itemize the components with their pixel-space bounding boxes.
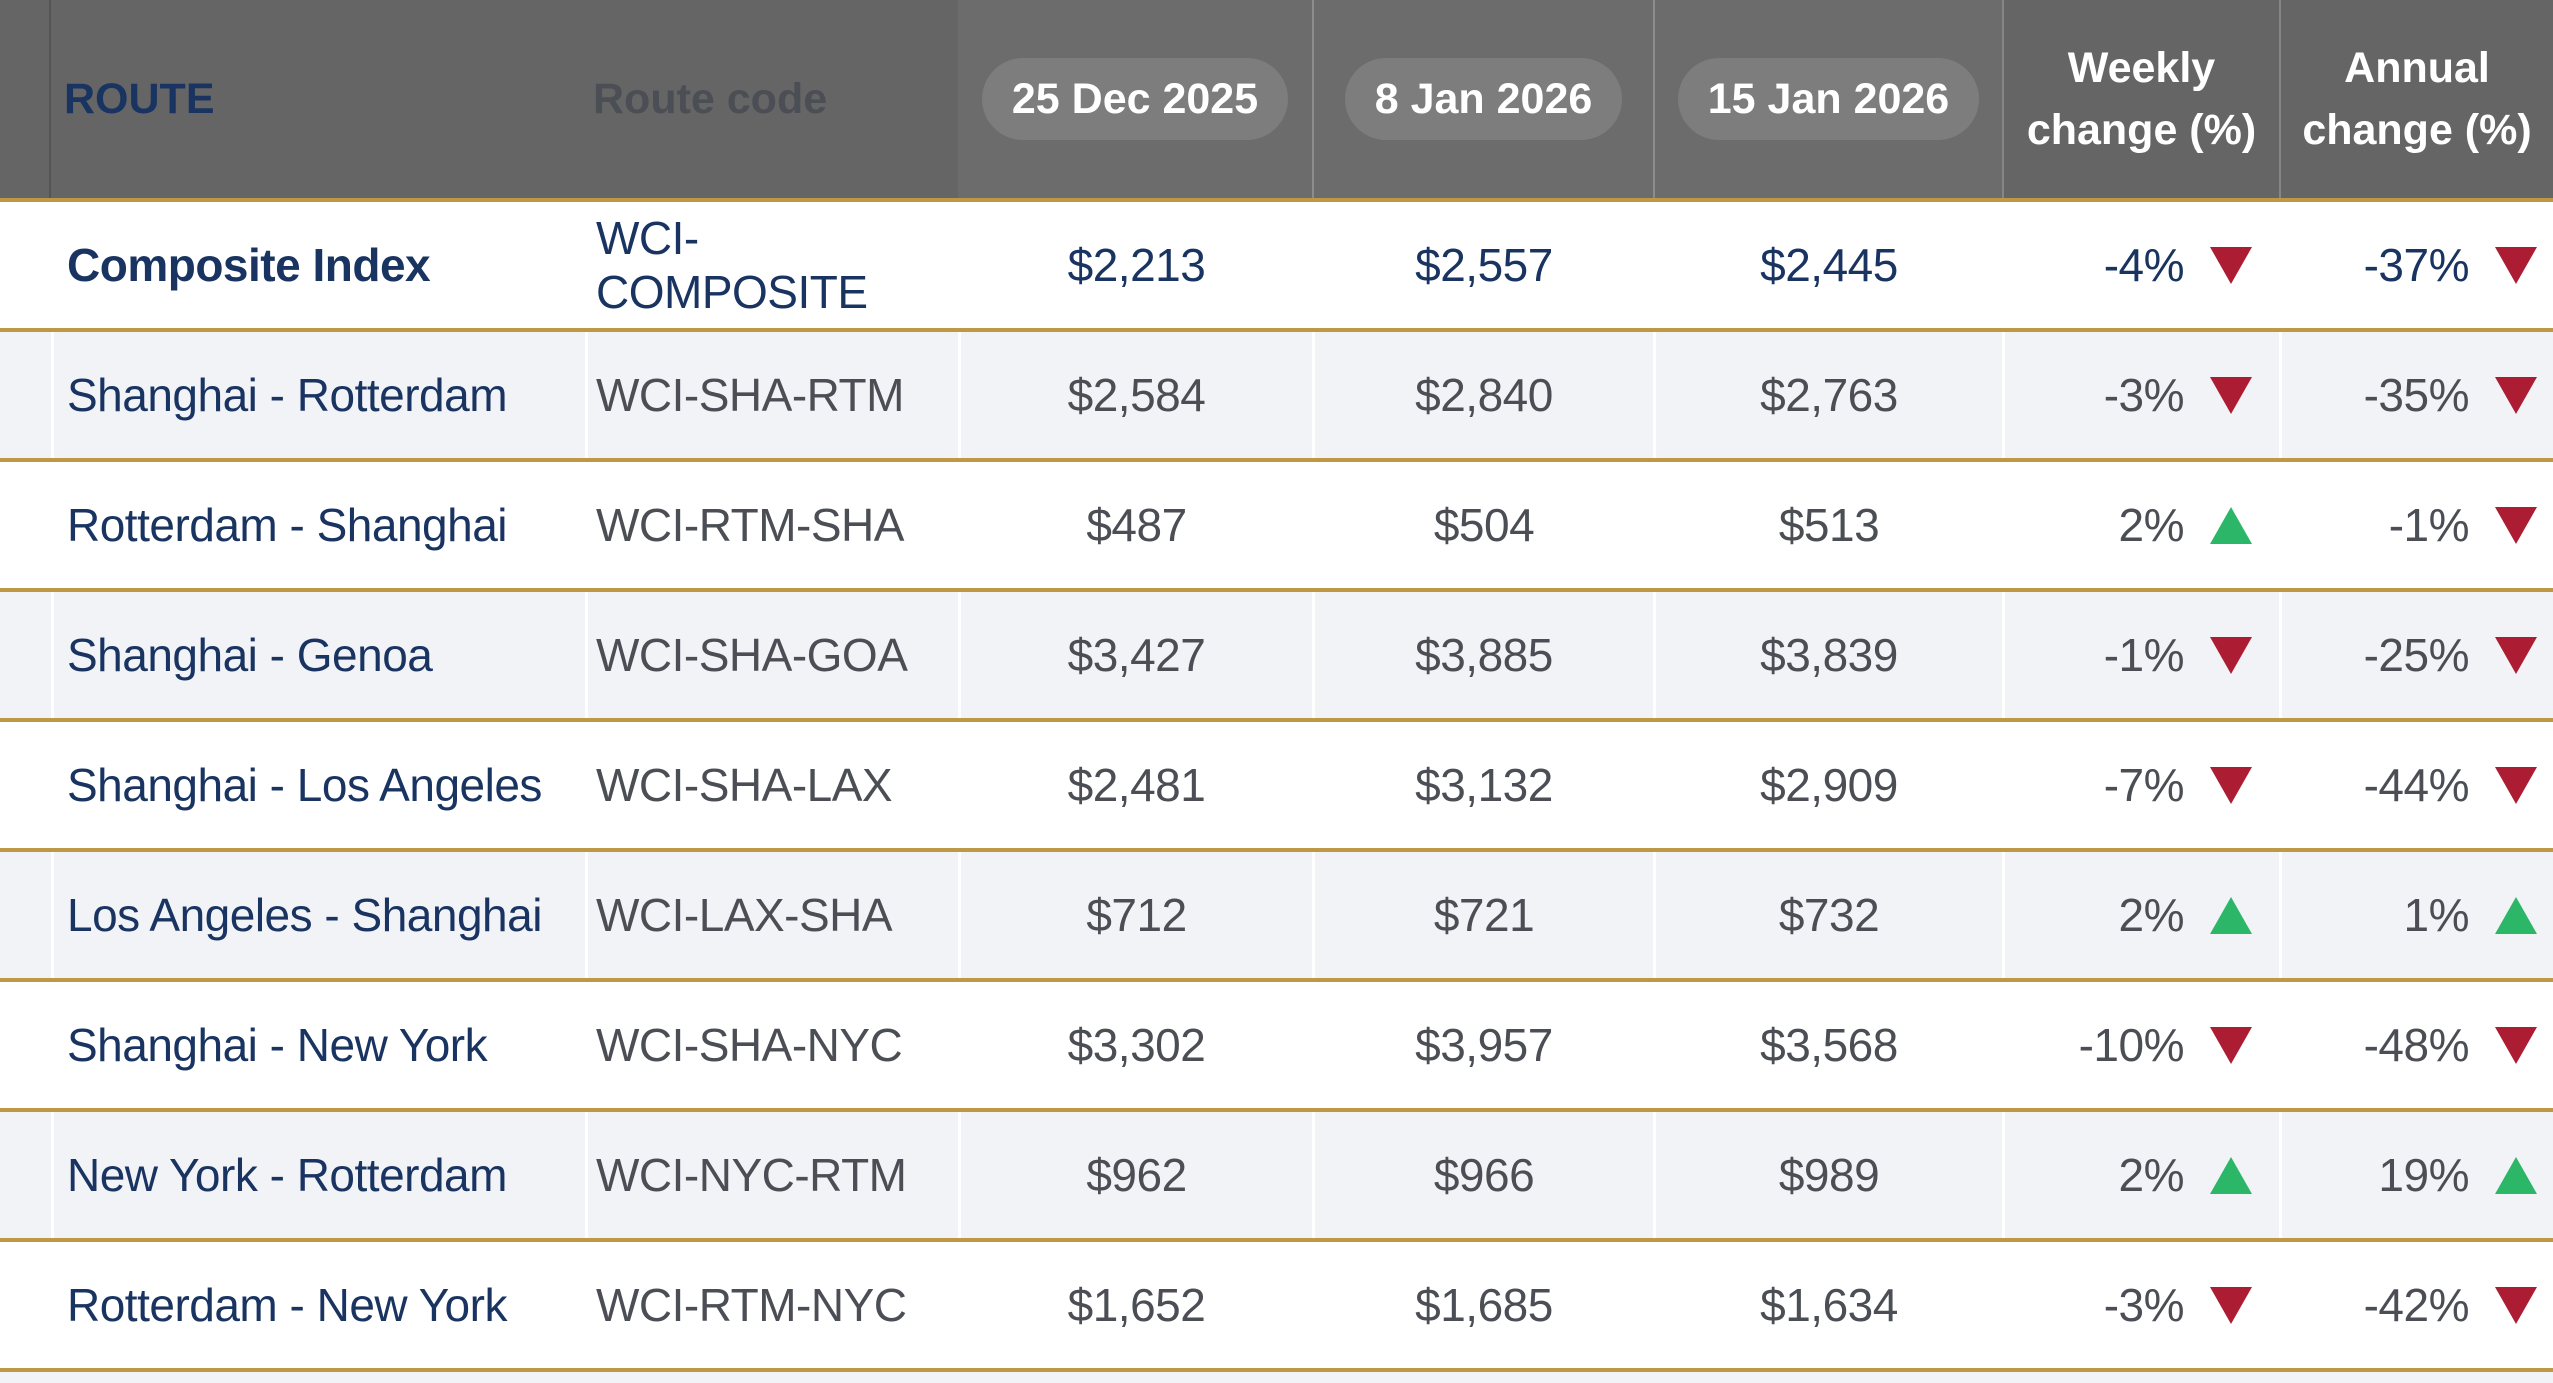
annual-change-cell bbox=[2279, 332, 2553, 458]
triangle-down-icon bbox=[2210, 767, 2252, 804]
table-row bbox=[0, 722, 2553, 852]
weekly-change-cell bbox=[2002, 592, 2279, 718]
column-header-annual-change: Annual change (%) bbox=[2279, 0, 2553, 198]
route-code: WCI-COMPOSITE bbox=[585, 202, 958, 328]
route-name: Rotterdam - New York bbox=[51, 1242, 585, 1368]
price-8-jan-2026: $966 bbox=[1312, 1112, 1653, 1238]
table-bottom-sliver bbox=[0, 1372, 2553, 1383]
weekly-change-cell bbox=[2002, 332, 2279, 458]
weekly-change-cell bbox=[2002, 982, 2279, 1108]
triangle-up-icon bbox=[2495, 1157, 2537, 1194]
price-25-dec-2025: $3,427 bbox=[958, 592, 1312, 718]
column-header-weekly-change: Weekly change (%) bbox=[2002, 0, 2279, 198]
row-gutter bbox=[0, 462, 51, 588]
triangle-up-icon bbox=[2210, 1157, 2252, 1194]
price-8-jan-2026: $3,885 bbox=[1312, 592, 1653, 718]
price-15-jan-2026: $989 bbox=[1653, 1112, 2002, 1238]
price-15-jan-2026: $732 bbox=[1653, 852, 2002, 978]
annual-change-cell bbox=[2279, 722, 2553, 848]
table-row bbox=[0, 982, 2553, 1112]
route-code: WCI-SHA-LAX bbox=[585, 722, 958, 848]
annual-change-cell bbox=[2279, 462, 2553, 588]
price-8-jan-2026: $504 bbox=[1312, 462, 1653, 588]
column-header-date-1 bbox=[958, 0, 1312, 198]
route-name: New York - Rotterdam bbox=[51, 1112, 585, 1238]
triangle-down-icon bbox=[2495, 507, 2537, 544]
date-pill-8-jan-2026[interactable]: 8 Jan 2026 bbox=[1345, 58, 1623, 140]
route-code: WCI-SHA-RTM bbox=[585, 332, 958, 458]
annual-change-cell bbox=[2279, 982, 2553, 1108]
price-15-jan-2026: $2,763 bbox=[1653, 332, 2002, 458]
weekly-change-value: -1% bbox=[2103, 629, 2184, 681]
table-row bbox=[0, 462, 2553, 592]
route-name: Los Angeles - Shanghai bbox=[51, 852, 585, 978]
price-15-jan-2026: $2,909 bbox=[1653, 722, 2002, 848]
annual-change-value: -1% bbox=[2388, 499, 2469, 551]
price-25-dec-2025: $3,302 bbox=[958, 982, 1312, 1108]
weekly-change-value: -7% bbox=[2103, 759, 2184, 811]
annual-change-cell bbox=[2279, 592, 2553, 718]
weekly-change-value: 2% bbox=[2118, 1149, 2184, 1201]
triangle-down-icon bbox=[2210, 377, 2252, 414]
annual-change-value: -48% bbox=[2363, 1019, 2469, 1071]
triangle-down-icon bbox=[2495, 1027, 2537, 1064]
price-15-jan-2026: $2,445 bbox=[1653, 202, 2002, 328]
annual-change-cell bbox=[2279, 852, 2553, 978]
table-row bbox=[0, 202, 2553, 332]
price-25-dec-2025: $712 bbox=[958, 852, 1312, 978]
triangle-up-icon bbox=[2210, 507, 2252, 544]
annual-change-cell bbox=[2279, 1112, 2553, 1238]
weekly-change-cell bbox=[2002, 852, 2279, 978]
table-row bbox=[0, 852, 2553, 982]
annual-change-value: -44% bbox=[2363, 759, 2469, 811]
annual-change-value: -25% bbox=[2363, 629, 2469, 681]
weekly-change-cell bbox=[2002, 1242, 2279, 1368]
weekly-change-value: 2% bbox=[2118, 499, 2184, 551]
route-name: Shanghai - Rotterdam bbox=[51, 332, 585, 458]
price-8-jan-2026: $2,840 bbox=[1312, 332, 1653, 458]
triangle-up-icon bbox=[2495, 897, 2537, 934]
weekly-change-value: -3% bbox=[2103, 1279, 2184, 1331]
price-8-jan-2026: $2,557 bbox=[1312, 202, 1653, 328]
weekly-change-value: -3% bbox=[2103, 369, 2184, 421]
price-25-dec-2025: $2,584 bbox=[958, 332, 1312, 458]
price-25-dec-2025: $2,481 bbox=[958, 722, 1312, 848]
weekly-change-cell bbox=[2002, 1112, 2279, 1238]
price-25-dec-2025: $962 bbox=[958, 1112, 1312, 1238]
row-gutter bbox=[0, 852, 51, 978]
triangle-up-icon bbox=[2210, 897, 2252, 934]
annual-change-value: 19% bbox=[2378, 1149, 2469, 1201]
route-name: Rotterdam - Shanghai bbox=[51, 462, 585, 588]
column-header-date-2 bbox=[1312, 0, 1653, 198]
triangle-down-icon bbox=[2495, 247, 2537, 284]
price-8-jan-2026: $721 bbox=[1312, 852, 1653, 978]
annual-change-cell bbox=[2279, 202, 2553, 328]
route-name: Shanghai - Genoa bbox=[51, 592, 585, 718]
route-name: Composite Index bbox=[51, 202, 585, 328]
price-8-jan-2026: $3,957 bbox=[1312, 982, 1653, 1108]
table-row bbox=[0, 332, 2553, 462]
date-pill-25-dec-2025[interactable]: 25 Dec 2025 bbox=[982, 58, 1288, 140]
column-header-date-3 bbox=[1653, 0, 2002, 198]
triangle-down-icon bbox=[2210, 637, 2252, 674]
weekly-change-value: -4% bbox=[2103, 239, 2184, 291]
row-gutter bbox=[0, 982, 51, 1108]
route-name: Shanghai - New York bbox=[51, 982, 585, 1108]
row-gutter bbox=[0, 332, 51, 458]
route-code: WCI-SHA-GOA bbox=[585, 592, 958, 718]
annual-change-value: -42% bbox=[2363, 1279, 2469, 1331]
price-25-dec-2025: $2,213 bbox=[958, 202, 1312, 328]
price-8-jan-2026: $1,685 bbox=[1312, 1242, 1653, 1368]
annual-change-value: 1% bbox=[2403, 889, 2469, 941]
header-gutter bbox=[0, 0, 51, 198]
weekly-change-cell bbox=[2002, 462, 2279, 588]
triangle-down-icon bbox=[2495, 377, 2537, 414]
route-name: Shanghai - Los Angeles bbox=[51, 722, 585, 848]
row-gutter bbox=[0, 592, 51, 718]
table-body bbox=[0, 202, 2553, 1372]
route-code: WCI-LAX-SHA bbox=[585, 852, 958, 978]
route-code: WCI-SHA-NYC bbox=[585, 982, 958, 1108]
price-15-jan-2026: $3,568 bbox=[1653, 982, 2002, 1108]
table-row bbox=[0, 1112, 2553, 1242]
price-15-jan-2026: $513 bbox=[1653, 462, 2002, 588]
weekly-change-cell bbox=[2002, 202, 2279, 328]
price-15-jan-2026: $3,839 bbox=[1653, 592, 2002, 718]
annual-change-value: -35% bbox=[2363, 369, 2469, 421]
table-row bbox=[0, 592, 2553, 722]
row-gutter bbox=[0, 202, 51, 328]
triangle-down-icon bbox=[2495, 767, 2537, 804]
row-gutter bbox=[0, 722, 51, 848]
price-25-dec-2025: $487 bbox=[958, 462, 1312, 588]
row-gutter bbox=[0, 1242, 51, 1368]
price-8-jan-2026: $3,132 bbox=[1312, 722, 1653, 848]
triangle-down-icon bbox=[2210, 1287, 2252, 1324]
triangle-down-icon bbox=[2210, 1027, 2252, 1064]
table-header-row bbox=[0, 0, 2553, 202]
row-gutter bbox=[0, 1112, 51, 1238]
table-row bbox=[0, 1242, 2553, 1372]
triangle-down-icon bbox=[2495, 1287, 2537, 1324]
annual-change-cell bbox=[2279, 1242, 2553, 1368]
weekly-change-cell bbox=[2002, 722, 2279, 848]
weekly-change-value: 2% bbox=[2118, 889, 2184, 941]
weekly-change-value: -10% bbox=[2078, 1019, 2184, 1071]
triangle-down-icon bbox=[2210, 247, 2252, 284]
annual-change-value: -37% bbox=[2363, 239, 2469, 291]
price-15-jan-2026: $1,634 bbox=[1653, 1242, 2002, 1368]
triangle-down-icon bbox=[2495, 637, 2537, 674]
date-pill-15-jan-2026[interactable]: 15 Jan 2026 bbox=[1678, 58, 1979, 140]
column-header-route-code: Route code bbox=[593, 74, 828, 123]
route-code: WCI-RTM-NYC bbox=[585, 1242, 958, 1368]
route-code: WCI-RTM-SHA bbox=[585, 462, 958, 588]
price-25-dec-2025: $1,652 bbox=[958, 1242, 1312, 1368]
column-header-route: ROUTE bbox=[64, 74, 215, 123]
route-code: WCI-NYC-RTM bbox=[585, 1112, 958, 1238]
